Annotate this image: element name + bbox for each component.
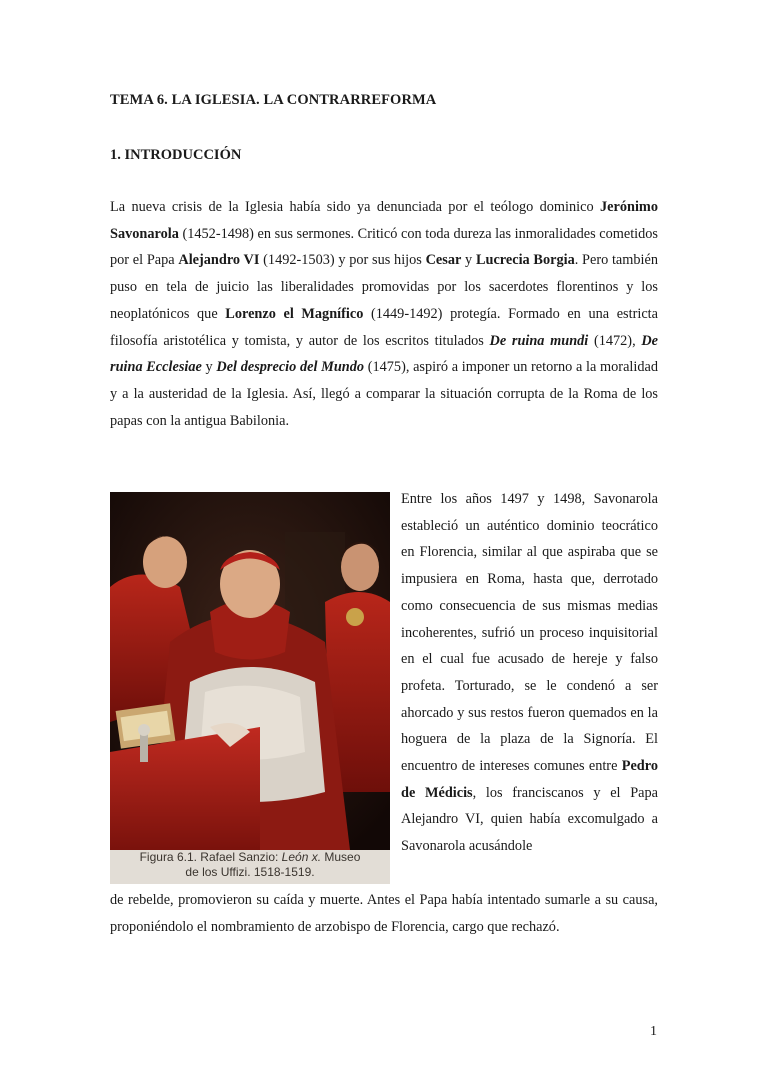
work-de-ruina-mundi: De ruina mundi (489, 332, 589, 349)
intro-paragraph: La nueva crisis de la Iglesia había sido ya denunciada por el teólogo dominico Jerónimo Savonarola (1452-1498) en sus sermones. Criticó con toda dureza las inmoralidades cometidos por el Papa Alejandro VI (1492-1503) y por sus hijos Cesar y Lucrecia Borgia. Pero también puso en tela de juicio las liberalidades promovidas por los sacerdotes florentinos y los neoplatónicos que Lorenzo el Magnífico (1449-1492) protegía. Formado en una estricta filosofía aristotélica y tomista, y autor de los escritos titulados De ruina mundi (1472), De ruina Ecclesiae y Del desprecio del Mundo (1475), aspiró a imponer un retorno a la moralidad y a la austeridad de la Iglesia. Así, llegó a comparar la situación corrupta de la Roma de los papas con la antigua Babilonia. (110, 199, 659, 429)
page-number: 1 (650, 1024, 657, 1039)
name-alejandro-vi: Alejandro VI (178, 252, 260, 269)
name-savonarola: Jerónimo Savonarola (110, 199, 658, 242)
section-heading: 1. INTRODUCCIÓN (110, 147, 242, 163)
name-lucrecia-borgia: Lucrecia Borgia (475, 252, 575, 269)
name-cesar: Cesar (425, 252, 462, 269)
figure-leon-x-painting (110, 492, 390, 884)
work-del-desprecio-del-mundo: Del desprecio del Mundo (216, 359, 365, 376)
painting-image (110, 492, 390, 850)
work-de-ruina-ecclesiae: De ruina Ecclesiae (110, 332, 658, 376)
figure-caption: Figura 6.1. Rafael Sanzio: León x. Museo de los Uffizi. 1518-1519. (110, 850, 390, 884)
second-paragraph: Entre los años 1497 y 1498, Savonarola estableció un auténtico dominio teocrático en Florencia, similar al que aspiraba que se impusiera en Roma, hasta que, derrotado como consecuencia de sus mismas medias incoherentes, sufrió un proceso inquisitorial en el cual fue acusado de hereje y falso profeta. Torturado, se le condenó a ser ahorcado y sus restos fueron quemados en la hoguera de la plaza de la Signoría. El encuentro de intereses comunes entre Pedro de Médicis, los franciscanos y el Papa Alejandro VI, quien había excomulgado a Savonarola acusándole (401, 491, 658, 855)
document-title: TEMA 6. LA IGLESIA. LA CONTRARREFORMA (110, 92, 437, 108)
name-lorenzo-el-magnifico: Lorenzo el Magnífico (225, 305, 364, 322)
second-paragraph-continuation: de rebelde, promovieron su caída y muerte. Antes el Papa había intentado sumarle a su causa, proponiéndolo el nombramiento de arzobispo de Florencia, cargo que rechazó. (110, 892, 658, 935)
name-pedro-de-medicis: Pedro de Médicis (401, 758, 658, 801)
